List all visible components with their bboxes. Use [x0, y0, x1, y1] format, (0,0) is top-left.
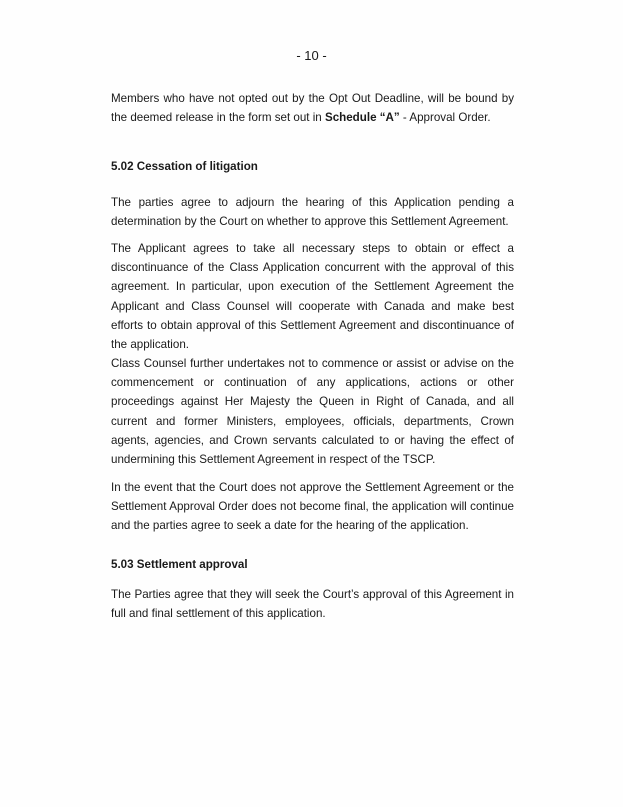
section-5-02-paragraph-3: Class Counsel further undertakes not to commence or assist or advise on the commencement or continuation of any applications, actions or other proceedings against Her Majesty the Queen in Right of Canada, and all current and former Ministers, employees, officials, departments, Crown agents, agencies, and Crown servants calculated to or having the effect of undermining this Settlement Agreement in respect of the TSCP.: [111, 357, 514, 467]
section-heading-5-03: 5.03 Settlement approval: [111, 558, 248, 571]
section-5-02-paragraph-1: The parties agree to adjourn the hearing of this Application pending a determination by the Court on whether to approve this Settlement Agreement.: [111, 196, 514, 229]
section-5-03-paragraph-1: The Parties agree that they will seek the Court’s approval of this Agreement in full and final settlement of this application.: [111, 588, 514, 621]
intro-text-after: - Approval Order.: [399, 111, 491, 125]
page-number: - 10 -: [296, 48, 327, 63]
intro-text-before: Members who have not opted out by the Opt Out Deadline, will be bound by the deemed release in the form set out in: [111, 92, 514, 125]
schedule-reference: Schedule “A”: [324, 111, 400, 125]
intro-paragraph: [111, 89, 514, 127]
section-heading-5-02: 5.02 Cessation of litigation: [111, 160, 258, 173]
section-5-02-paragraph-2: The Applicant agrees to take all necessary steps to obtain or effect a discontinuance of the Class Application concurrent with the approval of this agreement. In particular, upon execution of the Settlement Agreement the Applicant and Class Counsel will cooperate with Canada and make best efforts to obtain approval of this Settlement Agreement and discontinuance of the application.: [111, 242, 514, 352]
section-5-02-paragraph-4: In the event that the Court does not approve the Settlement Agreement or the Settlement Approval Order does not become final, the application will continue and the parties agree to seek a date for the hearing of the application.: [111, 481, 514, 533]
